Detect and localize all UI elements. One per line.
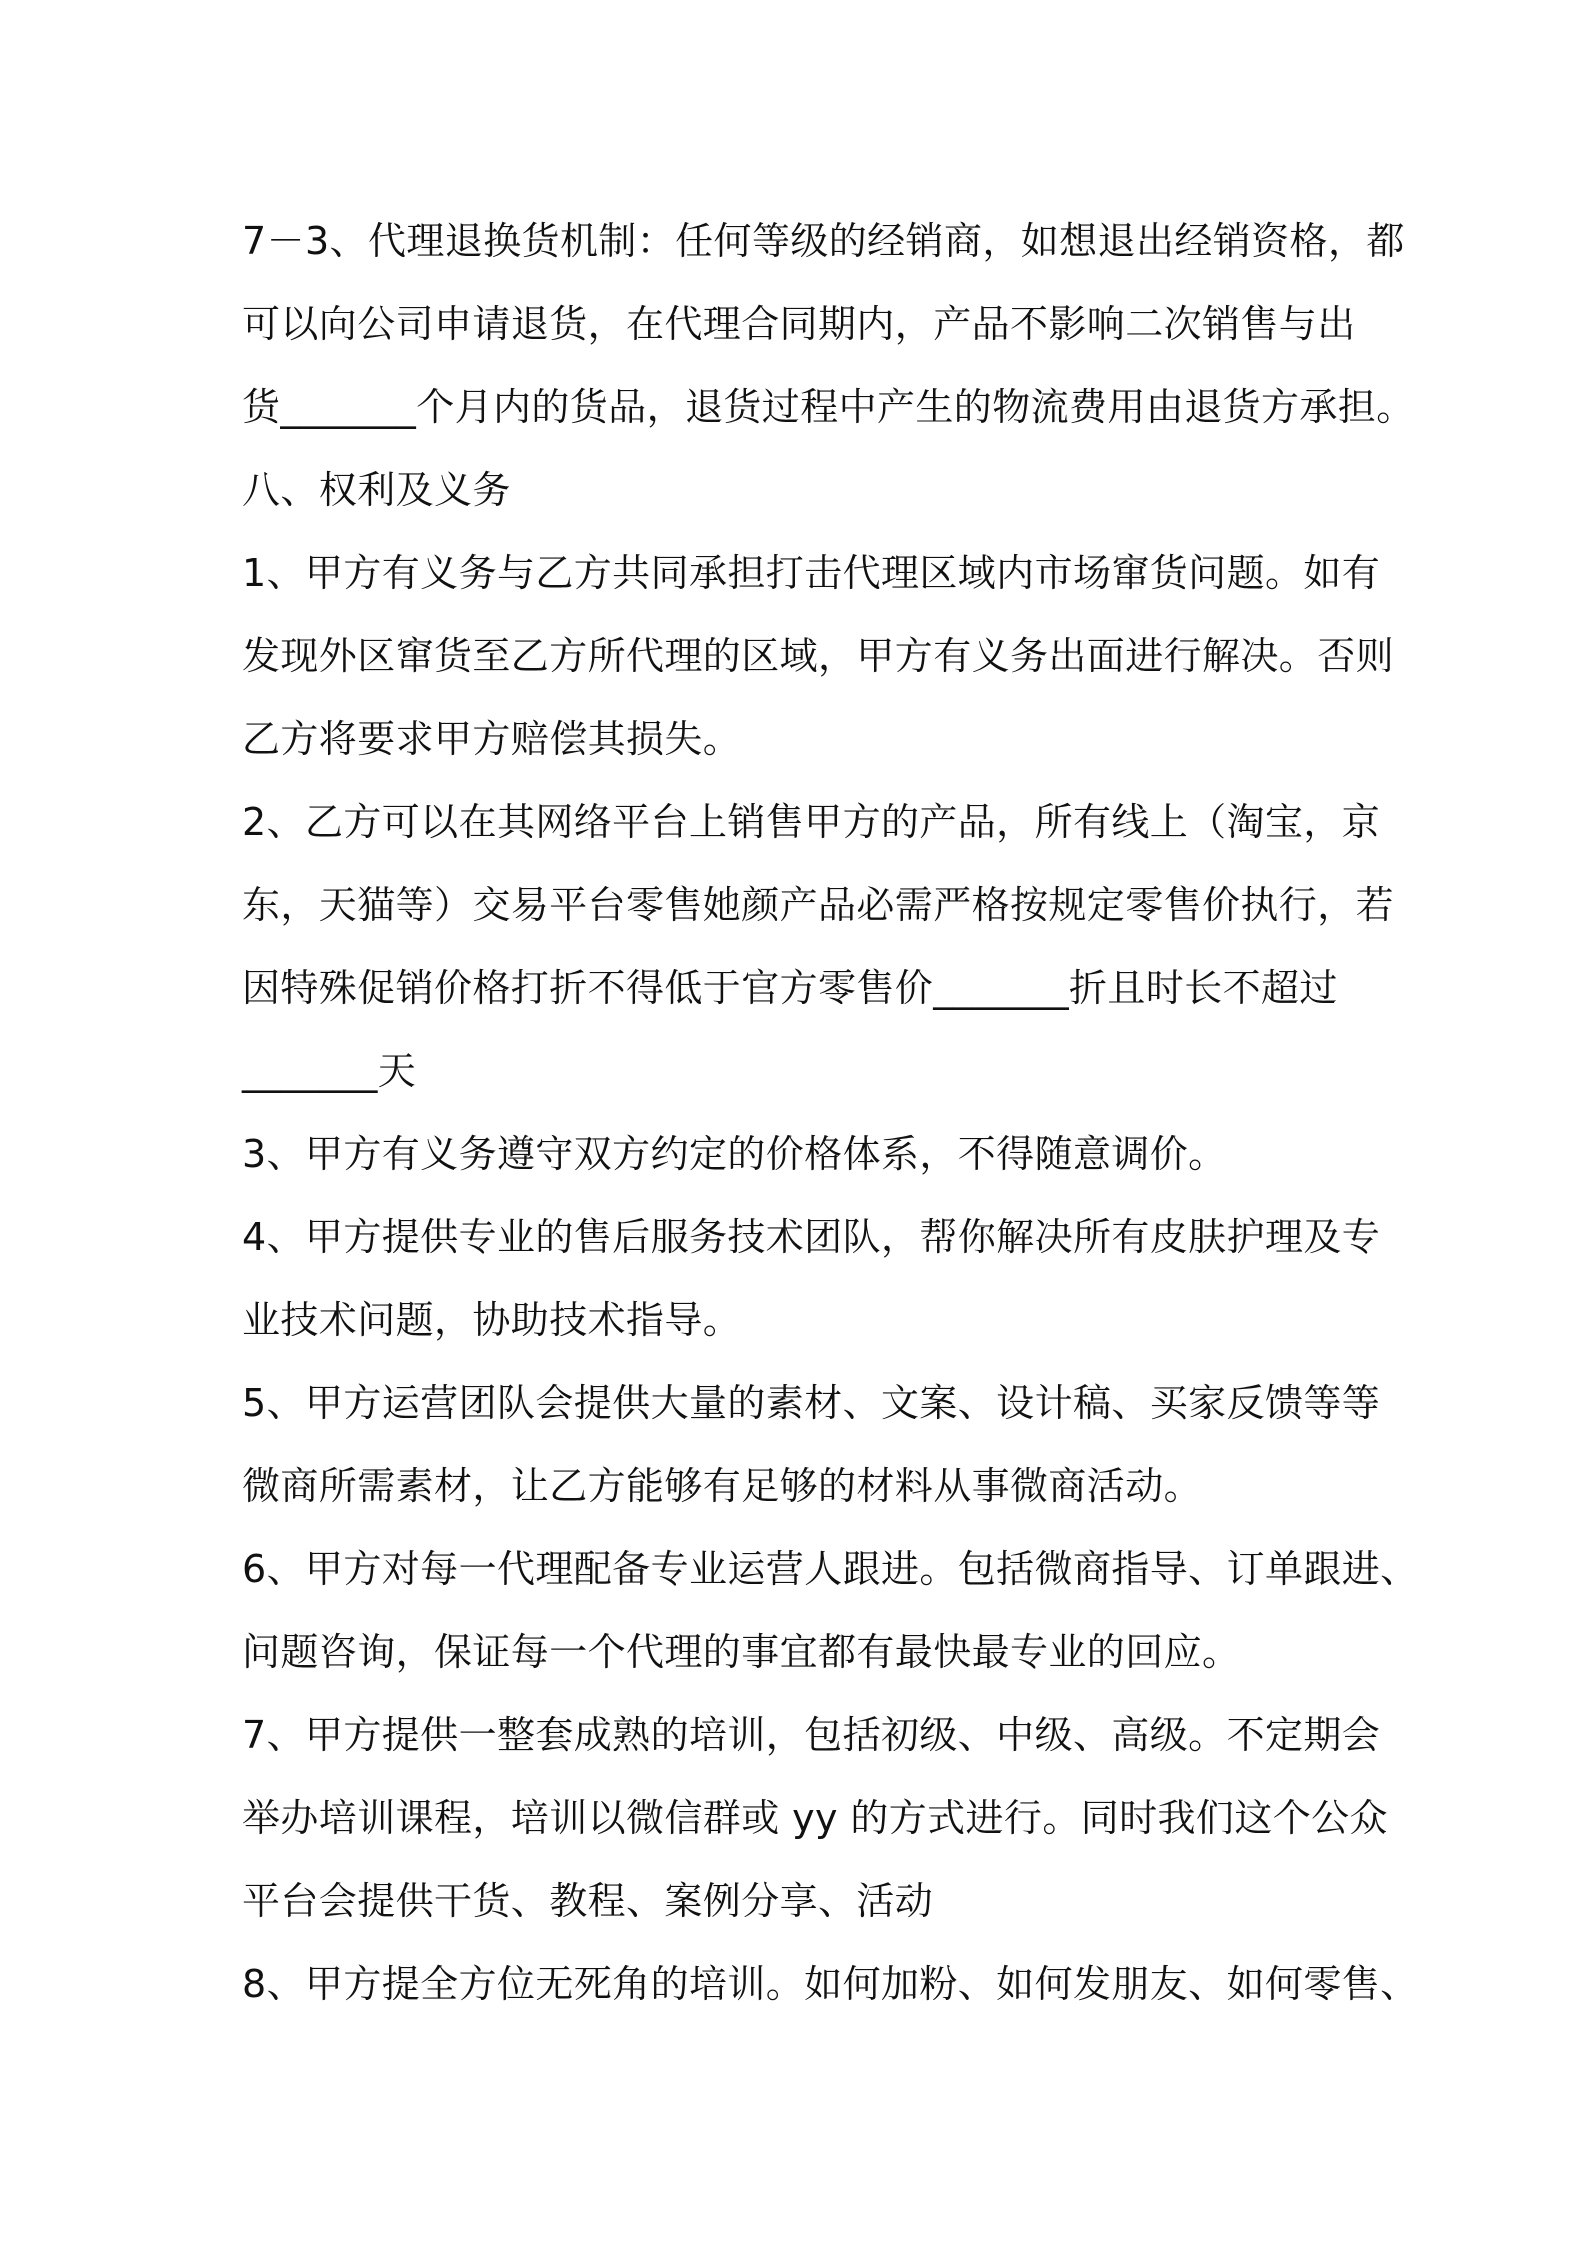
text-line: 6、甲方对每一代理配备专业运营人跟进。包括微商指导、订单跟进、 bbox=[242, 1547, 1419, 1591]
text-line: 1、甲方有义务与乙方共同承担打击代理区域内市场窜货问题。如有 bbox=[242, 551, 1381, 595]
text-line: 3、甲方有义务遵守双方约定的价格体系，不得随意调价。 bbox=[242, 1132, 1227, 1176]
text-line: 微商所需素材，让乙方能够有足够的材料从事微商活动。 bbox=[242, 1464, 1203, 1508]
document-body bbox=[242, 200, 1419, 2026]
section-heading: 八、权利及义务 bbox=[242, 468, 511, 512]
text-line: 平台会提供干货、教程、案例分享、活动 bbox=[242, 1879, 934, 1923]
text-line: 业技术问题，协助技术指导。 bbox=[242, 1298, 742, 1342]
text-line: 2、乙方可以在其网络平台上销售甲方的产品，所有线上（淘宝，京 bbox=[242, 800, 1381, 844]
text-line: 乙方将要求甲方赔偿其损失。 bbox=[242, 717, 742, 761]
text-line: _______天 bbox=[242, 1049, 417, 1093]
text-line: 因特殊促销价格打折不得低于官方零售价_______折且时长不超过 bbox=[242, 966, 1338, 1010]
text-line: 4、甲方提供专业的售后服务技术团队，帮你解决所有皮肤护理及专 bbox=[242, 1215, 1381, 1259]
text-line: 可以向公司申请退货，在代理合同期内，产品不影响二次销售与出 bbox=[242, 302, 1356, 346]
text-line: 7、甲方提供一整套成熟的培训，包括初级、中级、高级。不定期会 bbox=[242, 1713, 1381, 1757]
text-line: 问题咨询，保证每一个代理的事宜都有最快最专业的回应。 bbox=[242, 1630, 1241, 1674]
text-line: 东，天猫等）交易平台零售她颜产品必需严格按规定零售价执行，若 bbox=[242, 883, 1395, 927]
text-line: 5、甲方运营团队会提供大量的素材、文案、设计稿、买家反馈等等 bbox=[242, 1381, 1381, 1425]
text-line: 货_______个月内的货品，退货过程中产生的物流费用由退货方承担。 bbox=[242, 385, 1415, 429]
text-line: 7－3、代理退换货机制：任何等级的经销商，如想退出经销资格，都 bbox=[242, 219, 1405, 263]
text-line: 8、甲方提全方位无死角的培训。如何加粉、如何发朋友、如何零售、 bbox=[242, 1962, 1419, 2006]
text-line: 发现外区窜货至乙方所代理的区域，甲方有义务出面进行解决。否则 bbox=[242, 634, 1395, 678]
text-line: 举办培训课程，培训以微信群或 yy 的方式进行。同时我们这个公众 bbox=[242, 1796, 1388, 1840]
